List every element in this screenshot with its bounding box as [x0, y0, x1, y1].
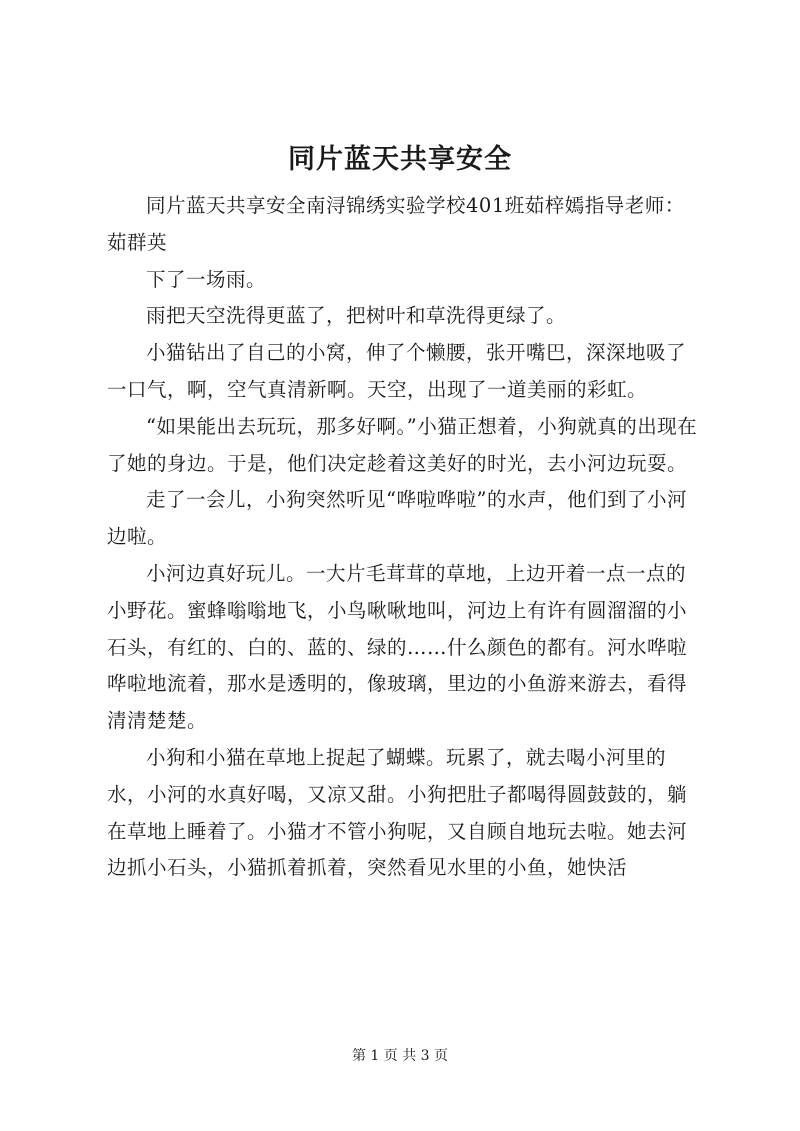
page-number-footer: 第 1 页 共 3 页	[351, 1048, 449, 1064]
document-title: 同片蓝天共享安全	[288, 144, 512, 175]
paragraph: 小猫钻出了自己的小窝，伸了个懒腰，张开嘴巴，深深地吸了一口气，啊，空气真清新啊。天空，出现了一道美丽的彩虹。	[107, 341, 687, 401]
paragraph: 走了一会儿，小狗突然听见“哗啦哗啦”的水声，他们到了小河边啦。	[107, 488, 687, 549]
paragraph: 小河边真好玩儿。一大片毛茸茸的草地，上边开着一点一点的小野花。蜜蜂嗡嗡地飞，小鸟啾啾地叫，河边上有许有圆溜溜的小石头，有红的、白的、蓝的、绿的……什么颜色的都有。河水哗啦哗啦地流着，那水是透明的，像玻璃，里边的小鱼游来游去，看得清清楚楚。	[107, 561, 688, 733]
paragraph-byline: 同片蓝天共享安全南浔锦绣实验学校401班茹梓嫣指导老师：茹群英	[107, 194, 685, 254]
paragraph: 小狗和小猫在草地上捉起了蝴蝶。玩累了，就去喝小河里的水，小河的水真好喝，又凉又甜。小狗把肚子都喝得圆鼓鼓的，躺在草地上睡着了。小猫才不管小狗呢，又自顾自地玩去啦。她去河边抓小石头，小猫抓着抓着，突然看见水里的小鱼，她快活	[107, 745, 688, 880]
paragraph: 雨把天空洗得更蓝了，把树叶和草洗得更绿了。	[146, 304, 567, 328]
document-body	[107, 188, 700, 887]
paragraph: “如果能出去玩玩，那多好啊。”小猫正想着，小狗就真的出现在了她的身边。于是，他们决定趁着这美好的时光，去小河边玩耍。	[107, 414, 698, 475]
paragraph: 下了一场雨。	[146, 267, 267, 291]
